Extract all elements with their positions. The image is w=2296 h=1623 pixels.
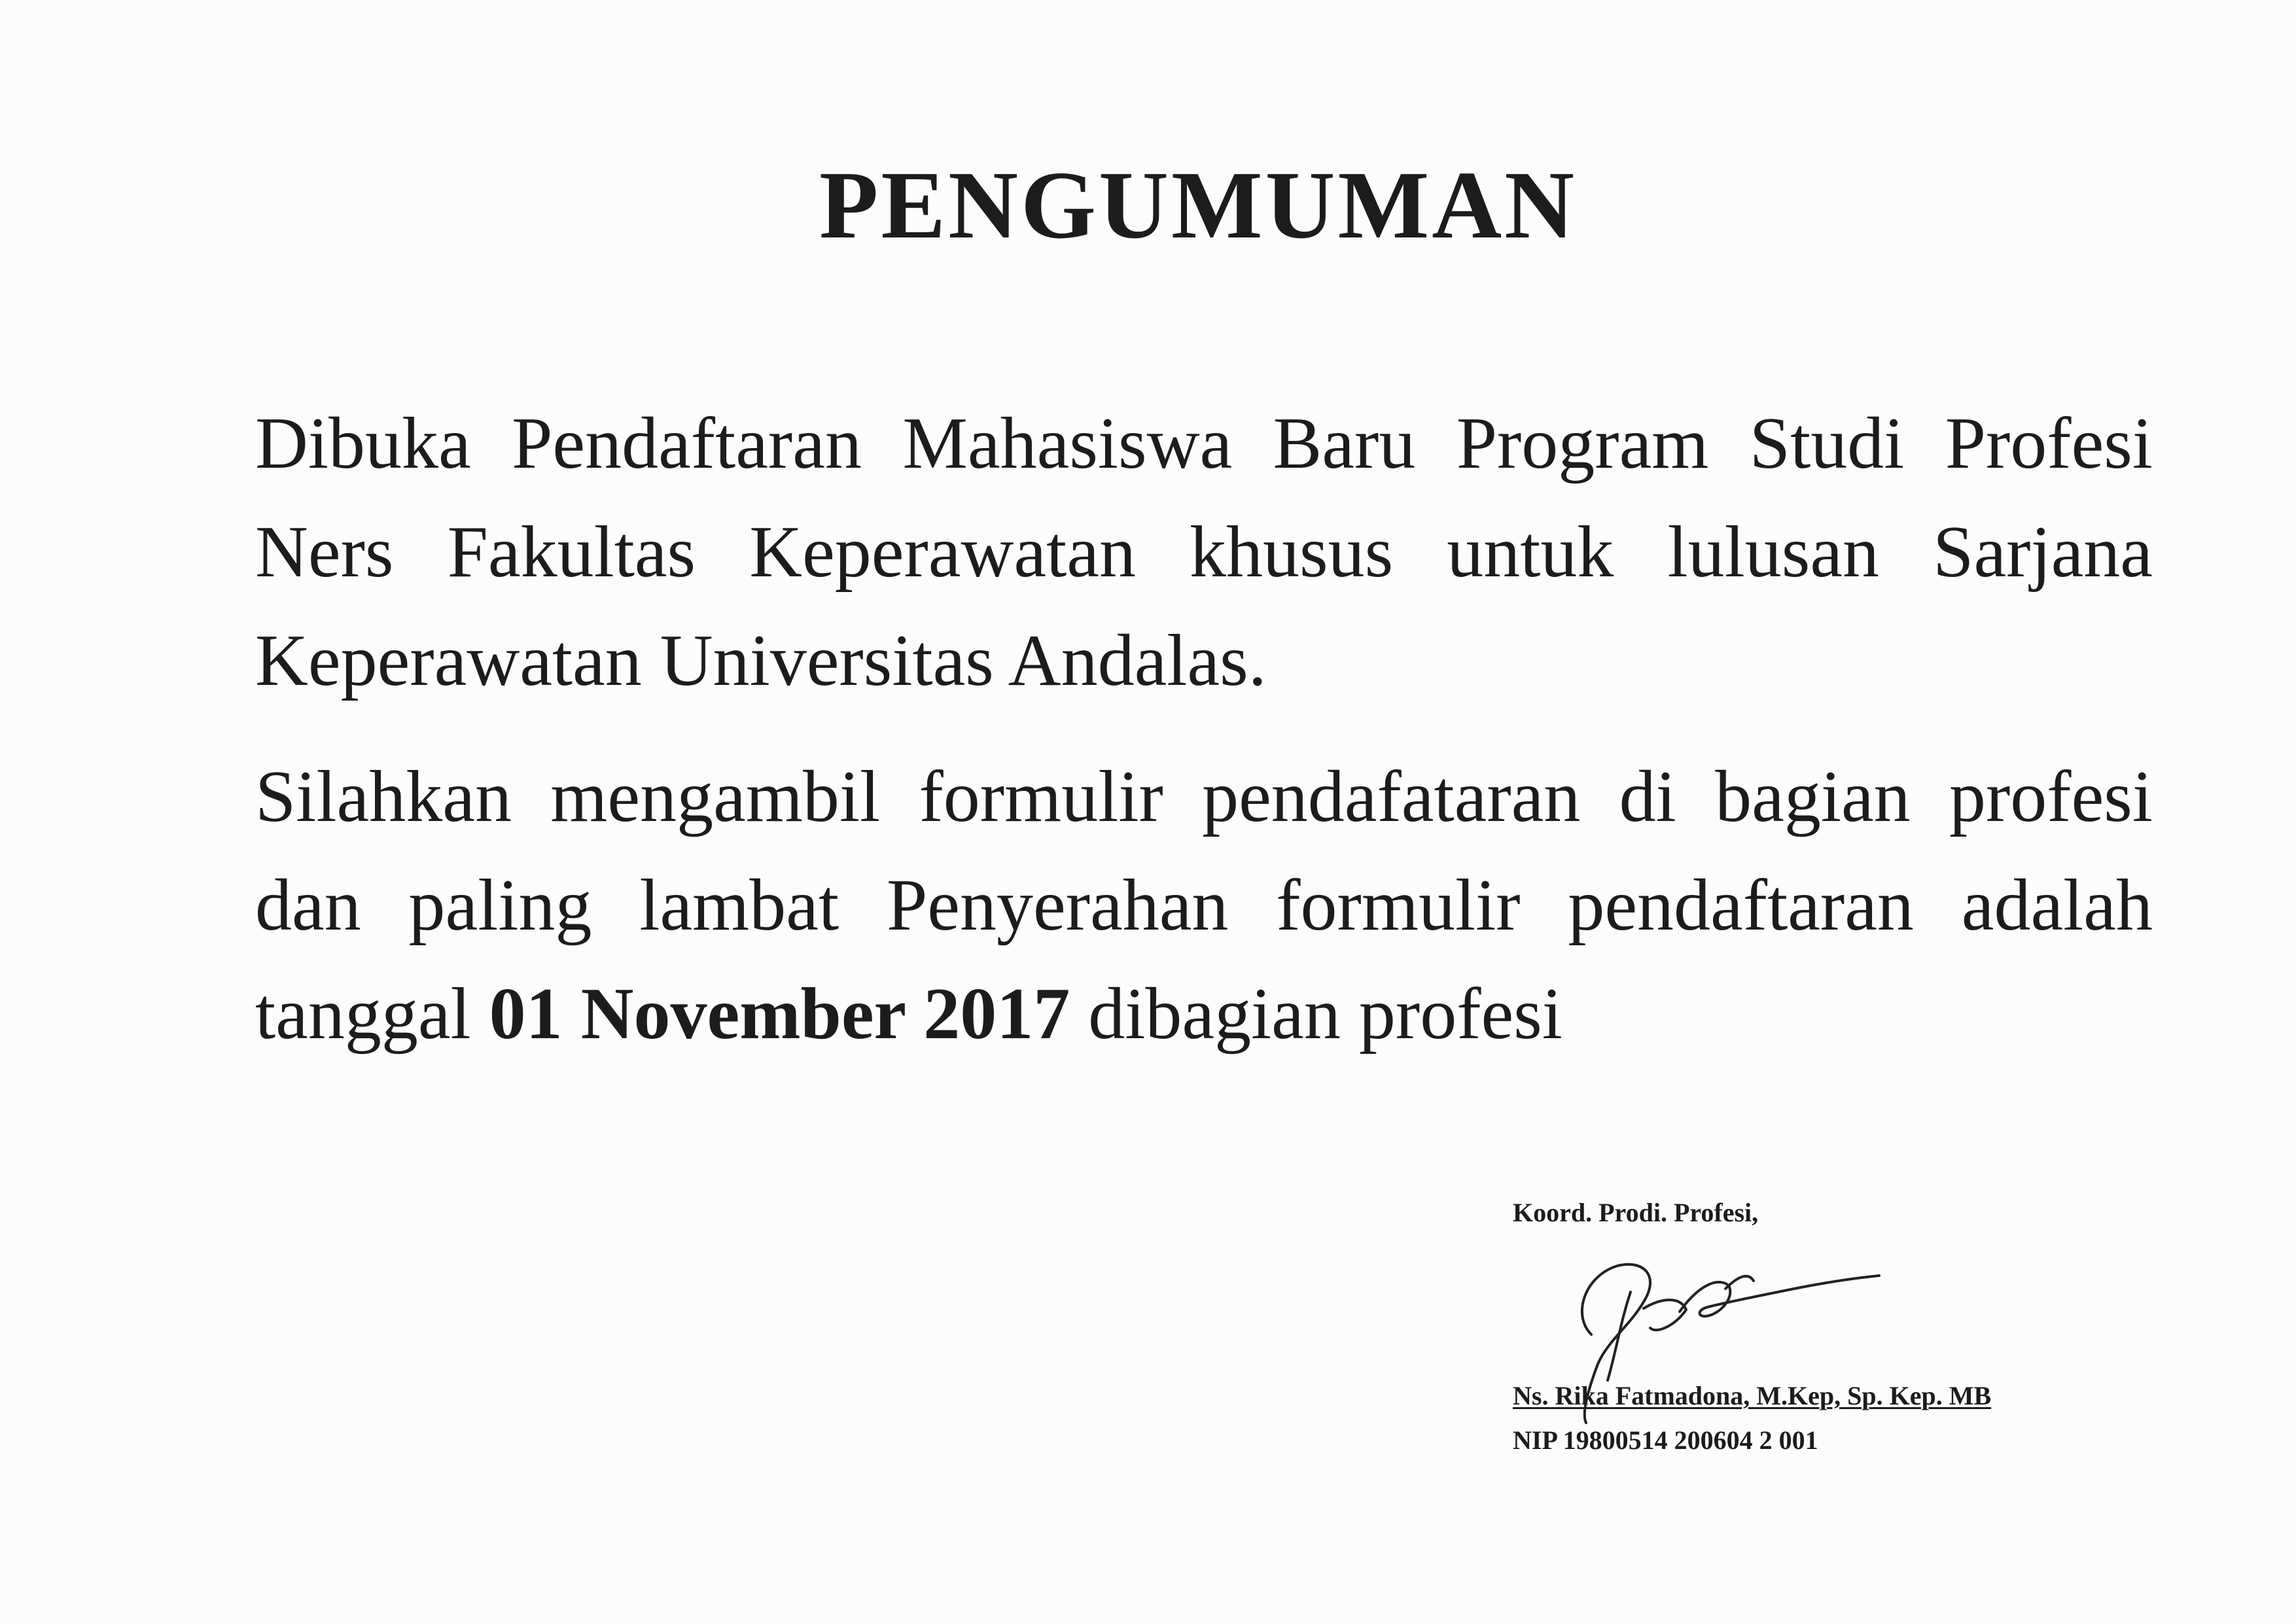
signatory-nip: NIP 19800514 200604 2 001 (1513, 1425, 1818, 1455)
paragraph-text-before-date: Silahkan mengambil formulir pendafataran di bagian profesi dan paling lambat Penyerahan formulir pendaftaran adalah tanggal (255, 756, 2153, 1055)
signatory-name: Ns. Rika Fatmadona, M.Kep, Sp. Kep. MB (1513, 1381, 1992, 1410)
paragraph-form-submission (255, 742, 2153, 1068)
paragraph-registration-open: Dibuka Pendaftaran Mahasiswa Baru Program Studi Profesi Ners Fakultas Keperawatan khusus untuk lulusan Sarjana Keperawatan Universitas Andalas. (255, 403, 2153, 701)
deadline-date: 01 November 2017 (489, 973, 1070, 1055)
signatory-position: Koord. Prodi. Profesi, (1513, 1198, 1759, 1227)
paragraph-text-after-date: dibagian profesi (1070, 973, 1563, 1055)
page-title: PENGUMUMAN (819, 152, 1578, 259)
